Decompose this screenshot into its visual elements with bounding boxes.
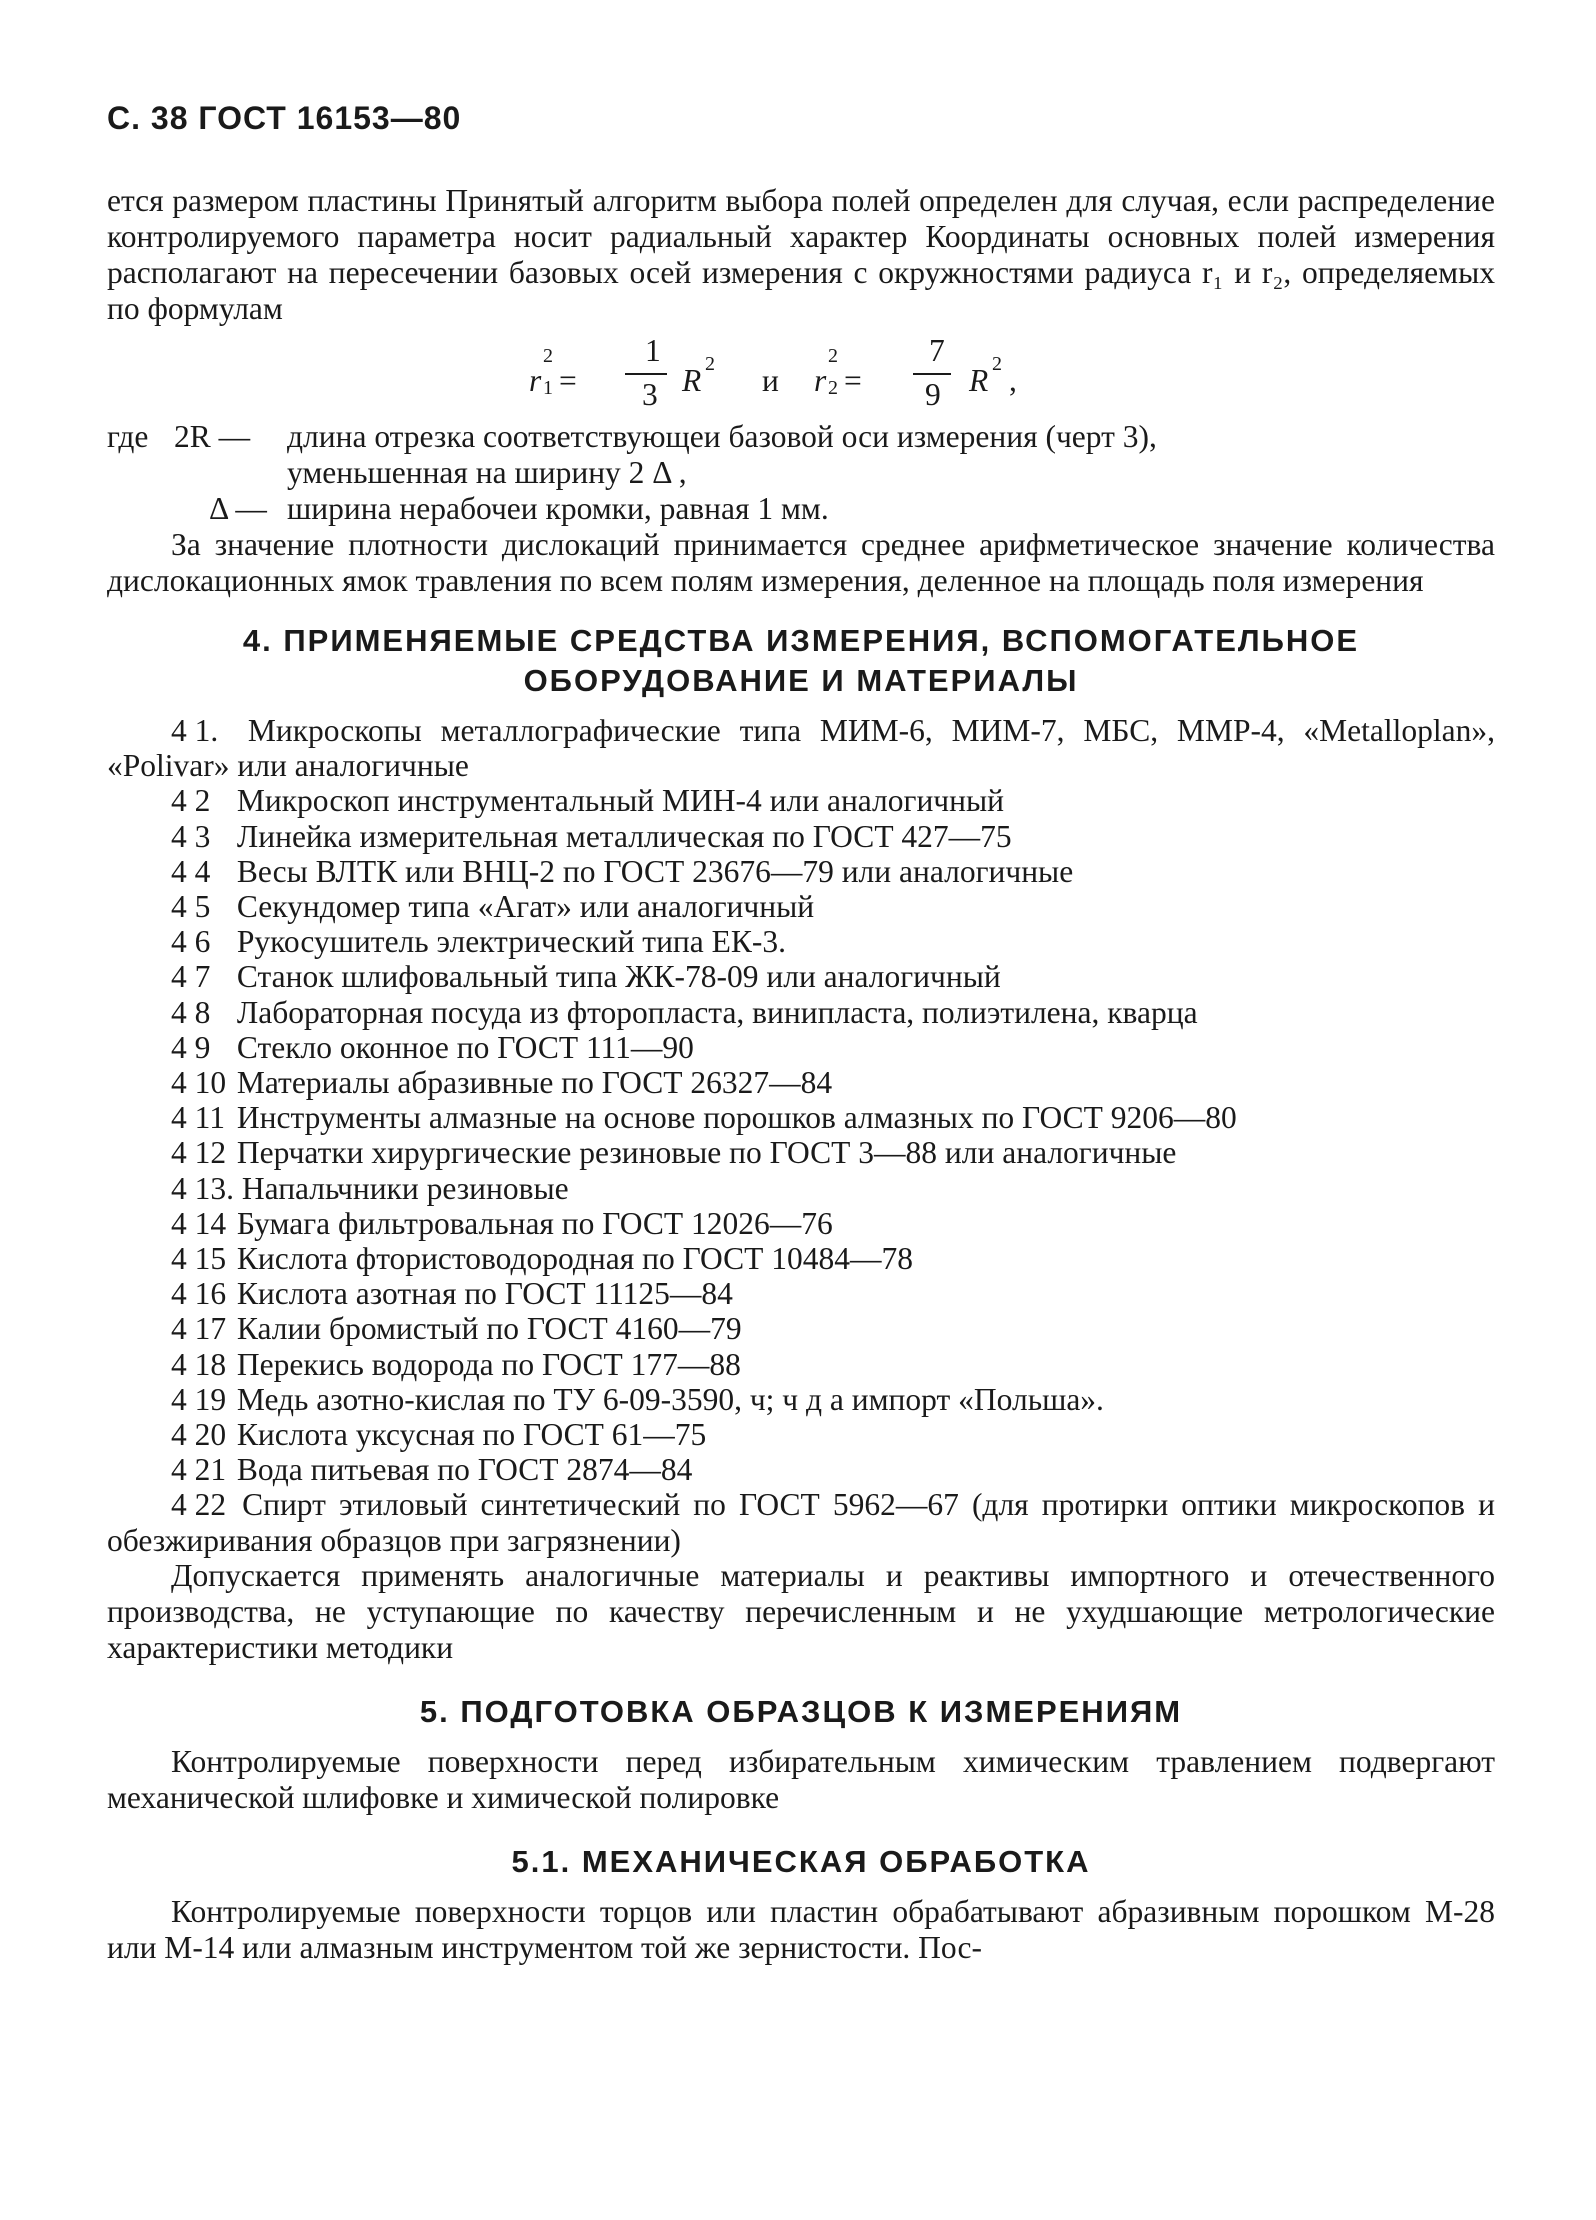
where-label: где (107, 419, 149, 454)
formula-and: и (762, 363, 779, 398)
formula-frac2-den: 9 (925, 377, 941, 412)
formula-r2-sup: 2 (828, 345, 838, 367)
list-item (107, 819, 1495, 854)
formula-r2: r (814, 363, 827, 398)
list-item-text: Линейка измерительная металлическая по ГОСТ 427—75 (236, 818, 1012, 854)
equipment-list (107, 713, 1495, 1558)
list-item (107, 783, 1495, 818)
list-item-text: Кислота фтористоводородная по ГОСТ 10484—78 (236, 1241, 914, 1277)
formula-eq2: = (844, 363, 862, 398)
list-item (107, 1100, 1495, 1135)
where-def-delta: ширина нерабочеи кромки, равная 1 мм. (287, 491, 829, 526)
list-item-text: Микроскоп инструментальный МИН-4 или аналогичный (236, 783, 1005, 819)
list-item-number: 4 12 (171, 1135, 227, 1171)
list-item-text: Напальчники резиновые (241, 1170, 569, 1206)
list-item (107, 1452, 1495, 1487)
section-4-title-line2: ОБОРУДОВАНИЕ И МАТЕРИАЛЫ (523, 663, 1079, 698)
list-item-number: 4 15 (171, 1241, 227, 1277)
list-item-text: Спирт этиловый синтетический по ГОСТ 5962—67 (для протирки оптики микроскопов и обезжиривания образцов при загрязнении) (107, 1487, 1495, 1558)
list-item-number: 4 10 (171, 1065, 227, 1101)
list-item-number: 4 14 (171, 1205, 227, 1241)
formula-R2-sup: 2 (992, 353, 1002, 375)
formula-frac2-line (913, 373, 951, 375)
list-item (107, 1241, 1495, 1276)
list-item (107, 1135, 1495, 1170)
list-item-number: 4 22 (171, 1487, 227, 1523)
list-item (107, 995, 1495, 1030)
formula-tail: , (1009, 363, 1017, 398)
list-item-text: Станок шлифовальный типа ЖК-78-09 или аналогичный (236, 959, 1001, 995)
document-page (107, 100, 1495, 1966)
formula-frac2-num: 7 (929, 333, 945, 368)
list-item-number: 4 19 (171, 1381, 227, 1417)
list-item-number: 4 3 (171, 818, 211, 854)
list-item-number: 4 11 (171, 1100, 225, 1136)
intro-paragraph: ется размером пластины Принятый алгоритм выбора полей определен для случая, если распределение контролируемого параметра носит радиальный характер Координаты основных полей измерения располагают на пересечении базовых осей измерения с окружностями радиуса r₁ и r₂, определяемых по формулам (107, 183, 1495, 326)
formula-r1: r (529, 363, 542, 398)
where-sym-delta: Δ — (209, 491, 267, 526)
formula-r1-sup: 2 (543, 345, 553, 367)
list-item-number: 4 21 (171, 1452, 227, 1488)
list-item-text: Инструменты алмазные на основе порошков алмазных по ГОСТ 9206—80 (236, 1100, 1237, 1136)
list-item-text: Медь азотно-кислая по ТУ 6-09-3590, ч; ч д а импорт «Польша». (236, 1381, 1104, 1417)
list-item-number: 4 6 (171, 924, 211, 960)
list-item (107, 1311, 1495, 1346)
list-item (107, 924, 1495, 959)
list-item (107, 1347, 1495, 1382)
list-item-text: Кислота азотная по ГОСТ 11125—84 (236, 1276, 733, 1312)
where-def-2R: длина отрезка соответствующеи базовой оси измерения (черт 3), (287, 419, 1157, 454)
list-item-text: Лабораторная посуда из фторопласта, винипласта, полиэтилена, кварца (236, 994, 1198, 1030)
list-item-text: Материалы абразивные по ГОСТ 26327—84 (236, 1065, 833, 1101)
list-item-text: Стекло оконное по ГОСТ 111—90 (236, 1029, 694, 1065)
radius-formula (107, 327, 1495, 419)
formula-frac1-num: 1 (645, 333, 661, 368)
list-item (107, 1206, 1495, 1241)
section-4-title-line1: 4. ПРИМЕНЯЕМЫЕ СРЕДСТВА ИЗМЕРЕНИЯ, ВСПОМОГАТЕЛЬНОЕ (242, 623, 1360, 658)
where-block (107, 419, 1495, 527)
list-item-number: 4 17 (171, 1311, 227, 1347)
list-item-text: Вода питьевая по ГОСТ 2874—84 (236, 1452, 693, 1488)
list-item-number: 4 7 (171, 959, 211, 995)
list-item-text: Калии бромистый по ГОСТ 4160—79 (236, 1311, 742, 1347)
list-item (107, 1417, 1495, 1452)
list-item-number: 4 9 (171, 1029, 211, 1065)
list-item (107, 1487, 1495, 1557)
formula-eq1: = (559, 363, 577, 398)
where-sym-2R: 2R — (174, 419, 251, 454)
list-item-text: Перекись водорода по ГОСТ 177—88 (236, 1346, 741, 1382)
section-5-heading: 5. ПОДГОТОВКА ОБРАЗЦОВ К ИЗМЕРЕНИЯМ (419, 1693, 1183, 1729)
list-item-text: Рукосушитель электрический типа ЕК-3. (236, 924, 787, 960)
list-item (107, 1382, 1495, 1417)
section-5-1-heading: 5.1. МЕХАНИЧЕСКАЯ ОБРАБОТКА (511, 1843, 1091, 1879)
list-item-number: 4 8 (171, 994, 211, 1030)
list-item (107, 854, 1495, 889)
list-item (107, 889, 1495, 924)
formula-R2: R (969, 363, 989, 398)
list-item (107, 1171, 1495, 1206)
formula-r2-sub: 2 (828, 377, 838, 399)
section-5-1-paragraph: Контролируемые поверхности торцов или пластин обрабатывают абразивным порошком М-28 или М-14 или алмазным инструментом той же зернистости. Пос- (107, 1893, 1495, 1965)
section-4-heading (107, 621, 1495, 701)
list-item-number: 4 5 (171, 889, 211, 925)
list-item-number: 4 1. (171, 713, 219, 748)
formula-r1-sub: 1 (543, 377, 553, 399)
list-item-number: 4 16 (171, 1276, 227, 1312)
list-item-text: Перчатки хирургические резиновые по ГОСТ 3—88 или аналогичные (236, 1135, 1177, 1171)
density-paragraph: За значение плотности дислокаций принимается среднее арифметическое значение количества дислокационных ямок травления по всем полям измерения, деленное на площадь поля измерения (107, 527, 1495, 598)
list-item (107, 1276, 1495, 1311)
list-item-number: 4 4 (171, 853, 211, 889)
list-item-number: 4 2 (171, 783, 211, 819)
list-item (107, 959, 1495, 994)
list-item-text: Кислота уксусная по ГОСТ 61—75 (236, 1417, 707, 1453)
list-item-number: 4 13. (171, 1170, 234, 1206)
formula-frac1-line (625, 373, 667, 375)
list-item (107, 1030, 1495, 1065)
list-item-text: Секундомер типа «Агат» или аналогичный (236, 889, 815, 925)
list-item-text: Бумага фильтровальная по ГОСТ 12026—76 (236, 1205, 833, 1241)
section-5-paragraph: Контролируемые поверхности перед избирательным химическим травлением подвергают механической шлифовке и химической полировке (107, 1743, 1495, 1815)
list-item (107, 713, 1495, 783)
list-item-text: Весы ВЛТК или ВНЦ-2 по ГОСТ 23676—79 или аналогичные (236, 853, 1074, 889)
formula-R1: R (682, 363, 702, 398)
list-item-number: 4 18 (171, 1346, 227, 1382)
list-item (107, 1065, 1495, 1100)
list-item-number: 4 20 (171, 1417, 227, 1453)
section-4-closing: Допускается применять аналогичные материалы и реактивы импортного и отечественного производства, не уступающие по качеству перечисленным и не ухудшающие метрологические характеристики методики (107, 1557, 1495, 1665)
where-def-2R-cont: уменьшенная на ширину 2 Δ , (287, 455, 687, 490)
list-item-text: Микроскопы металлографические типа МИМ-6, МИМ-7, МБС, ММР-4, «Metalloplan», «Polivar» или аналогичные (107, 713, 1496, 784)
formula-R1-sup: 2 (705, 353, 715, 375)
page-header: С. 38 ГОСТ 16153—80 (107, 100, 462, 136)
formula-frac1-den: 3 (642, 377, 658, 412)
